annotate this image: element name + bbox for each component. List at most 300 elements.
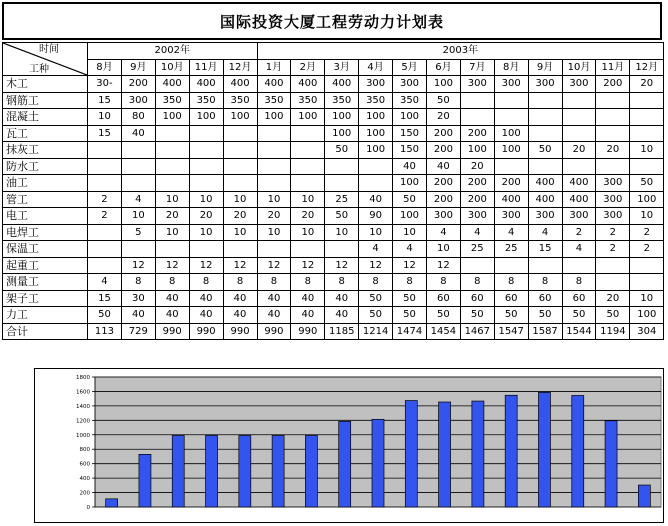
value-cell[interactable]: 10	[121, 208, 155, 225]
value-cell[interactable]: 200	[494, 175, 528, 192]
value-cell[interactable]	[155, 125, 189, 142]
value-cell[interactable]: 10	[223, 224, 257, 241]
value-cell[interactable]: 2	[88, 208, 122, 225]
value-cell[interactable]	[596, 274, 630, 291]
value-cell[interactable]: 150	[393, 142, 427, 159]
value-cell[interactable]: 1474	[393, 323, 427, 340]
value-cell[interactable]: 200	[426, 175, 460, 192]
value-cell[interactable]: 200	[426, 191, 460, 208]
value-cell[interactable]: 10	[630, 208, 664, 225]
value-cell[interactable]: 10	[630, 142, 664, 159]
value-cell[interactable]: 40	[291, 290, 325, 307]
value-cell[interactable]	[291, 158, 325, 175]
value-cell[interactable]: 10	[426, 241, 460, 258]
value-cell[interactable]: 10	[393, 224, 427, 241]
trade-name-cell[interactable]: 瓦工	[3, 125, 88, 142]
value-cell[interactable]: 4	[494, 224, 528, 241]
value-cell[interactable]: 350	[325, 92, 359, 109]
value-cell[interactable]: 100	[359, 125, 393, 142]
month-header-2003: 12月	[630, 59, 664, 76]
value-cell[interactable]: 40	[223, 290, 257, 307]
value-cell[interactable]: 50	[494, 307, 528, 324]
value-cell[interactable]: 10	[291, 191, 325, 208]
value-cell[interactable]: 300	[596, 191, 630, 208]
value-cell[interactable]: 20	[426, 109, 460, 126]
value-cell[interactable]	[223, 142, 257, 159]
value-cell[interactable]: 20	[155, 208, 189, 225]
value-cell[interactable]	[223, 125, 257, 142]
value-cell[interactable]: 40	[291, 307, 325, 324]
value-cell[interactable]: 20	[596, 290, 630, 307]
value-cell[interactable]: 1454	[426, 323, 460, 340]
value-cell[interactable]: 400	[528, 175, 562, 192]
value-cell[interactable]: 300	[121, 92, 155, 109]
value-cell[interactable]: 300	[426, 208, 460, 225]
value-cell[interactable]: 100	[393, 208, 427, 225]
value-cell[interactable]	[630, 274, 664, 291]
value-cell[interactable]: 4	[562, 241, 596, 258]
value-cell[interactable]: 40	[426, 158, 460, 175]
value-cell[interactable]	[494, 92, 528, 109]
value-cell[interactable]: 304	[630, 323, 664, 340]
value-cell[interactable]: 20	[460, 158, 494, 175]
value-cell[interactable]: 40	[325, 307, 359, 324]
value-cell[interactable]: 1467	[460, 323, 494, 340]
value-cell[interactable]: 20	[562, 142, 596, 159]
value-cell[interactable]: 20	[596, 142, 630, 159]
value-cell[interactable]: 200	[121, 76, 155, 93]
value-cell[interactable]: 12	[155, 257, 189, 274]
value-cell[interactable]	[189, 125, 223, 142]
value-cell[interactable]: 8	[121, 274, 155, 291]
value-cell[interactable]: 4	[393, 241, 427, 258]
value-cell[interactable]	[562, 92, 596, 109]
value-cell[interactable]: 4	[121, 191, 155, 208]
value-cell[interactable]: 20	[257, 208, 291, 225]
value-cell[interactable]	[630, 109, 664, 126]
value-cell[interactable]	[88, 158, 122, 175]
value-cell[interactable]: 10	[325, 224, 359, 241]
value-cell[interactable]	[223, 158, 257, 175]
trade-name-cell[interactable]: 管工	[3, 191, 88, 208]
value-cell[interactable]: 40	[257, 307, 291, 324]
value-cell[interactable]	[528, 158, 562, 175]
value-cell[interactable]	[562, 109, 596, 126]
value-cell[interactable]: 100	[393, 175, 427, 192]
value-cell[interactable]: 50	[325, 208, 359, 225]
value-cell[interactable]: 10	[223, 191, 257, 208]
value-cell[interactable]	[121, 142, 155, 159]
value-cell[interactable]: 8	[325, 274, 359, 291]
trade-name-cell[interactable]: 保温工	[3, 241, 88, 258]
value-cell[interactable]: 2	[630, 241, 664, 258]
value-cell[interactable]: 2	[630, 224, 664, 241]
value-cell[interactable]: 25	[494, 241, 528, 258]
y-tick-label: 1000	[76, 432, 90, 439]
value-cell[interactable]: 400	[189, 76, 223, 93]
value-cell[interactable]: 8	[359, 274, 393, 291]
value-cell[interactable]	[528, 125, 562, 142]
value-cell[interactable]	[121, 158, 155, 175]
value-cell[interactable]: 90	[359, 208, 393, 225]
bar-10月-2	[172, 436, 184, 508]
value-cell[interactable]: 1185	[325, 323, 359, 340]
value-cell[interactable]: 10	[189, 191, 223, 208]
value-cell[interactable]	[494, 257, 528, 274]
value-cell[interactable]: 50	[393, 191, 427, 208]
value-cell[interactable]	[189, 241, 223, 258]
value-cell[interactable]: 40	[155, 290, 189, 307]
value-cell[interactable]: 2	[562, 224, 596, 241]
value-cell[interactable]: 40	[155, 307, 189, 324]
value-cell[interactable]: 50	[562, 307, 596, 324]
value-cell[interactable]	[88, 175, 122, 192]
value-cell[interactable]: 1214	[359, 323, 393, 340]
value-cell[interactable]: 60	[528, 290, 562, 307]
value-cell[interactable]: 1587	[528, 323, 562, 340]
value-cell[interactable]: 2	[596, 224, 630, 241]
value-cell[interactable]: 400	[494, 191, 528, 208]
value-cell[interactable]: 990	[257, 323, 291, 340]
value-cell[interactable]	[596, 125, 630, 142]
value-cell[interactable]: 10	[155, 224, 189, 241]
value-cell[interactable]: 10	[257, 191, 291, 208]
value-cell[interactable]: 113	[88, 323, 122, 340]
value-cell[interactable]: 1544	[562, 323, 596, 340]
value-cell[interactable]	[189, 175, 223, 192]
value-cell[interactable]: 20	[189, 208, 223, 225]
value-cell[interactable]: 8	[189, 274, 223, 291]
value-cell[interactable]: 20	[630, 76, 664, 93]
value-cell[interactable]	[562, 158, 596, 175]
value-cell[interactable]: 15	[88, 92, 122, 109]
value-cell[interactable]	[155, 175, 189, 192]
value-cell[interactable]: 300	[460, 208, 494, 225]
value-cell[interactable]: 8	[223, 274, 257, 291]
value-cell[interactable]: 50	[88, 307, 122, 324]
value-cell[interactable]: 8	[562, 274, 596, 291]
value-cell[interactable]: 2	[596, 241, 630, 258]
value-cell[interactable]: 300	[596, 208, 630, 225]
value-cell[interactable]: 8	[257, 274, 291, 291]
value-cell[interactable]: 100	[359, 109, 393, 126]
value-cell[interactable]: 25	[325, 191, 359, 208]
value-cell[interactable]: 990	[223, 323, 257, 340]
value-cell[interactable]	[223, 241, 257, 258]
value-cell[interactable]	[121, 175, 155, 192]
value-cell[interactable]: 300	[528, 76, 562, 93]
value-cell[interactable]: 100	[257, 109, 291, 126]
value-cell[interactable]: 200	[426, 125, 460, 142]
value-cell[interactable]: 100	[189, 109, 223, 126]
value-cell[interactable]: 40	[189, 307, 223, 324]
value-cell[interactable]	[494, 109, 528, 126]
value-cell[interactable]: 150	[393, 125, 427, 142]
value-cell[interactable]	[189, 142, 223, 159]
value-cell[interactable]: 50	[359, 307, 393, 324]
value-cell[interactable]: 40	[393, 158, 427, 175]
value-cell[interactable]: 4	[426, 224, 460, 241]
value-cell[interactable]: 50	[426, 307, 460, 324]
value-cell[interactable]: 40	[359, 191, 393, 208]
page-title: 国际投资大厦工程劳动力计划表	[2, 2, 662, 40]
value-cell[interactable]: 2	[88, 191, 122, 208]
value-cell[interactable]: 4	[88, 274, 122, 291]
value-cell[interactable]: 20	[291, 208, 325, 225]
value-cell[interactable]: 350	[257, 92, 291, 109]
value-cell[interactable]	[460, 257, 494, 274]
value-cell[interactable]: 350	[223, 92, 257, 109]
bar-12月-16	[638, 485, 650, 507]
value-cell[interactable]: 8	[494, 274, 528, 291]
value-cell[interactable]: 350	[189, 92, 223, 109]
value-cell[interactable]: 50	[325, 142, 359, 159]
value-cell[interactable]: 100	[630, 191, 664, 208]
value-cell[interactable]: 5	[121, 224, 155, 241]
trade-name-cell[interactable]: 防水工	[3, 158, 88, 175]
value-cell[interactable]: 50	[528, 307, 562, 324]
value-cell[interactable]: 200	[426, 142, 460, 159]
trade-name-cell[interactable]: 木工	[3, 76, 88, 93]
value-cell[interactable]: 20	[223, 208, 257, 225]
value-cell[interactable]: 12	[121, 257, 155, 274]
value-cell[interactable]	[596, 257, 630, 274]
value-cell[interactable]: 100	[494, 125, 528, 142]
trade-name-cell[interactable]: 抹灰工	[3, 142, 88, 159]
value-cell[interactable]: 300	[494, 76, 528, 93]
value-cell[interactable]: 40	[121, 307, 155, 324]
value-cell[interactable]: 400	[291, 76, 325, 93]
value-cell[interactable]	[460, 92, 494, 109]
value-cell[interactable]: 12	[189, 257, 223, 274]
value-cell[interactable]: 1194	[596, 323, 630, 340]
table-row	[3, 109, 664, 126]
value-cell[interactable]	[596, 109, 630, 126]
value-cell[interactable]	[359, 175, 393, 192]
value-cell[interactable]: 8	[155, 274, 189, 291]
value-cell[interactable]: 990	[291, 323, 325, 340]
value-cell[interactable]	[257, 175, 291, 192]
value-cell[interactable]: 40	[257, 290, 291, 307]
value-cell[interactable]: 10	[630, 290, 664, 307]
value-cell[interactable]	[325, 175, 359, 192]
value-cell[interactable]: 30-	[88, 76, 122, 93]
value-cell[interactable]	[630, 257, 664, 274]
trade-name-cell[interactable]: 力工	[3, 307, 88, 324]
value-cell[interactable]: 50	[393, 290, 427, 307]
value-cell[interactable]	[630, 158, 664, 175]
value-cell[interactable]	[630, 125, 664, 142]
value-cell[interactable]: 8	[393, 274, 427, 291]
value-cell[interactable]: 200	[460, 191, 494, 208]
value-cell[interactable]: 1547	[494, 323, 528, 340]
value-cell[interactable]	[223, 175, 257, 192]
value-cell[interactable]	[88, 257, 122, 274]
value-cell[interactable]	[257, 158, 291, 175]
bar-9月-1	[139, 454, 151, 507]
value-cell[interactable]: 10	[88, 109, 122, 126]
value-cell[interactable]	[291, 142, 325, 159]
trade-name-cell[interactable]: 合计	[3, 323, 88, 340]
value-cell[interactable]: 10	[257, 224, 291, 241]
value-cell[interactable]: 100	[494, 142, 528, 159]
value-cell[interactable]: 12	[426, 257, 460, 274]
value-cell[interactable]: 350	[359, 92, 393, 109]
value-cell[interactable]	[155, 142, 189, 159]
value-cell[interactable]: 8	[528, 274, 562, 291]
trade-name-cell[interactable]: 油工	[3, 175, 88, 192]
value-cell[interactable]: 300	[393, 76, 427, 93]
value-cell[interactable]	[528, 257, 562, 274]
value-cell[interactable]	[596, 92, 630, 109]
value-cell[interactable]	[359, 158, 393, 175]
value-cell[interactable]: 100	[325, 125, 359, 142]
value-cell[interactable]	[189, 158, 223, 175]
value-cell[interactable]	[88, 224, 122, 241]
value-cell[interactable]: 100	[155, 109, 189, 126]
value-cell[interactable]	[528, 109, 562, 126]
trade-name-cell[interactable]: 架子工	[3, 290, 88, 307]
value-cell[interactable]: 100	[630, 307, 664, 324]
value-cell[interactable]	[460, 109, 494, 126]
value-cell[interactable]	[562, 257, 596, 274]
value-cell[interactable]: 12	[291, 257, 325, 274]
value-cell[interactable]: 40	[325, 290, 359, 307]
value-cell[interactable]: 300	[562, 76, 596, 93]
value-cell[interactable]	[325, 241, 359, 258]
value-cell[interactable]: 50	[528, 142, 562, 159]
value-cell[interactable]: 300	[359, 76, 393, 93]
month-header-2003: 5月	[393, 59, 427, 76]
value-cell[interactable]	[630, 92, 664, 109]
table-row	[3, 92, 664, 109]
value-cell[interactable]: 990	[189, 323, 223, 340]
value-cell[interactable]: 100	[223, 109, 257, 126]
value-cell[interactable]: 100	[393, 109, 427, 126]
trade-name-cell[interactable]: 测量工	[3, 274, 88, 291]
trade-name-cell[interactable]: 电焊工	[3, 224, 88, 241]
value-cell[interactable]: 300	[596, 175, 630, 192]
value-cell[interactable]: 100	[325, 109, 359, 126]
value-cell[interactable]	[596, 158, 630, 175]
value-cell[interactable]: 30	[121, 290, 155, 307]
table-row	[3, 76, 664, 93]
value-cell[interactable]	[88, 142, 122, 159]
value-cell[interactable]	[257, 125, 291, 142]
value-cell[interactable]: 15	[88, 290, 122, 307]
value-cell[interactable]	[155, 158, 189, 175]
year-2002-header: 2002年	[88, 43, 258, 60]
value-cell[interactable]: 4	[528, 224, 562, 241]
value-cell[interactable]	[291, 125, 325, 142]
value-cell[interactable]: 100	[359, 142, 393, 159]
value-cell[interactable]: 350	[291, 92, 325, 109]
value-cell[interactable]: 10	[155, 191, 189, 208]
value-cell[interactable]: 40	[121, 125, 155, 142]
value-cell[interactable]: 990	[155, 323, 189, 340]
value-cell[interactable]: 50	[426, 92, 460, 109]
value-cell[interactable]: 100	[460, 142, 494, 159]
value-cell[interactable]: 300	[562, 208, 596, 225]
value-cell[interactable]: 50	[630, 175, 664, 192]
value-cell[interactable]: 60	[494, 290, 528, 307]
value-cell[interactable]	[88, 241, 122, 258]
value-cell[interactable]: 300	[494, 208, 528, 225]
value-cell[interactable]: 25	[460, 241, 494, 258]
value-cell[interactable]: 10	[189, 224, 223, 241]
value-cell[interactable]	[291, 175, 325, 192]
value-cell[interactable]: 200	[460, 125, 494, 142]
value-cell[interactable]	[257, 241, 291, 258]
value-cell[interactable]: 15	[88, 125, 122, 142]
trade-name-cell[interactable]: 钢筋工	[3, 92, 88, 109]
value-cell[interactable]: 300	[460, 76, 494, 93]
value-cell[interactable]: 400	[562, 175, 596, 192]
value-cell[interactable]: 100	[291, 109, 325, 126]
value-cell[interactable]: 400	[325, 76, 359, 93]
value-cell[interactable]: 60	[426, 290, 460, 307]
value-cell[interactable]: 50	[359, 290, 393, 307]
value-cell[interactable]: 15	[528, 241, 562, 258]
value-cell[interactable]: 400	[562, 191, 596, 208]
value-cell[interactable]: 12	[223, 257, 257, 274]
value-cell[interactable]: 8	[460, 274, 494, 291]
y-tick-label: 1800	[76, 375, 90, 381]
value-cell[interactable]: 60	[460, 290, 494, 307]
value-cell[interactable]	[528, 92, 562, 109]
value-cell[interactable]	[155, 241, 189, 258]
trade-name-cell[interactable]: 电工	[3, 208, 88, 225]
value-cell[interactable]: 12	[393, 257, 427, 274]
value-cell[interactable]	[121, 241, 155, 258]
value-cell[interactable]: 12	[359, 257, 393, 274]
value-cell[interactable]: 200	[460, 175, 494, 192]
value-cell[interactable]: 8	[291, 274, 325, 291]
value-cell[interactable]: 400	[257, 76, 291, 93]
value-cell[interactable]	[325, 158, 359, 175]
value-cell[interactable]: 50	[460, 307, 494, 324]
value-cell[interactable]: 729	[121, 323, 155, 340]
value-cell[interactable]: 50	[393, 307, 427, 324]
value-cell[interactable]: 100	[426, 76, 460, 93]
value-cell[interactable]: 80	[121, 109, 155, 126]
value-cell[interactable]: 12	[257, 257, 291, 274]
value-cell[interactable]	[257, 142, 291, 159]
value-cell[interactable]: 40	[223, 307, 257, 324]
value-cell[interactable]: 4	[359, 241, 393, 258]
trade-name-cell[interactable]: 混凝土	[3, 109, 88, 126]
value-cell[interactable]	[562, 125, 596, 142]
value-cell[interactable]: 4	[460, 224, 494, 241]
value-cell[interactable]: 400	[528, 191, 562, 208]
value-cell[interactable]: 10	[291, 224, 325, 241]
value-cell[interactable]: 40	[189, 290, 223, 307]
value-cell[interactable]: 350	[393, 92, 427, 109]
value-cell[interactable]	[291, 241, 325, 258]
value-cell[interactable]: 400	[223, 76, 257, 93]
value-cell[interactable]: 12	[325, 257, 359, 274]
value-cell[interactable]: 10	[359, 224, 393, 241]
value-cell[interactable]: 400	[155, 76, 189, 93]
value-cell[interactable]: 50	[596, 307, 630, 324]
value-cell[interactable]: 350	[155, 92, 189, 109]
value-cell[interactable]: 300	[528, 208, 562, 225]
value-cell[interactable]: 60	[562, 290, 596, 307]
value-cell[interactable]	[494, 158, 528, 175]
value-cell[interactable]: 200	[596, 76, 630, 93]
value-cell[interactable]: 8	[426, 274, 460, 291]
trade-name-cell[interactable]: 起重工	[3, 257, 88, 274]
